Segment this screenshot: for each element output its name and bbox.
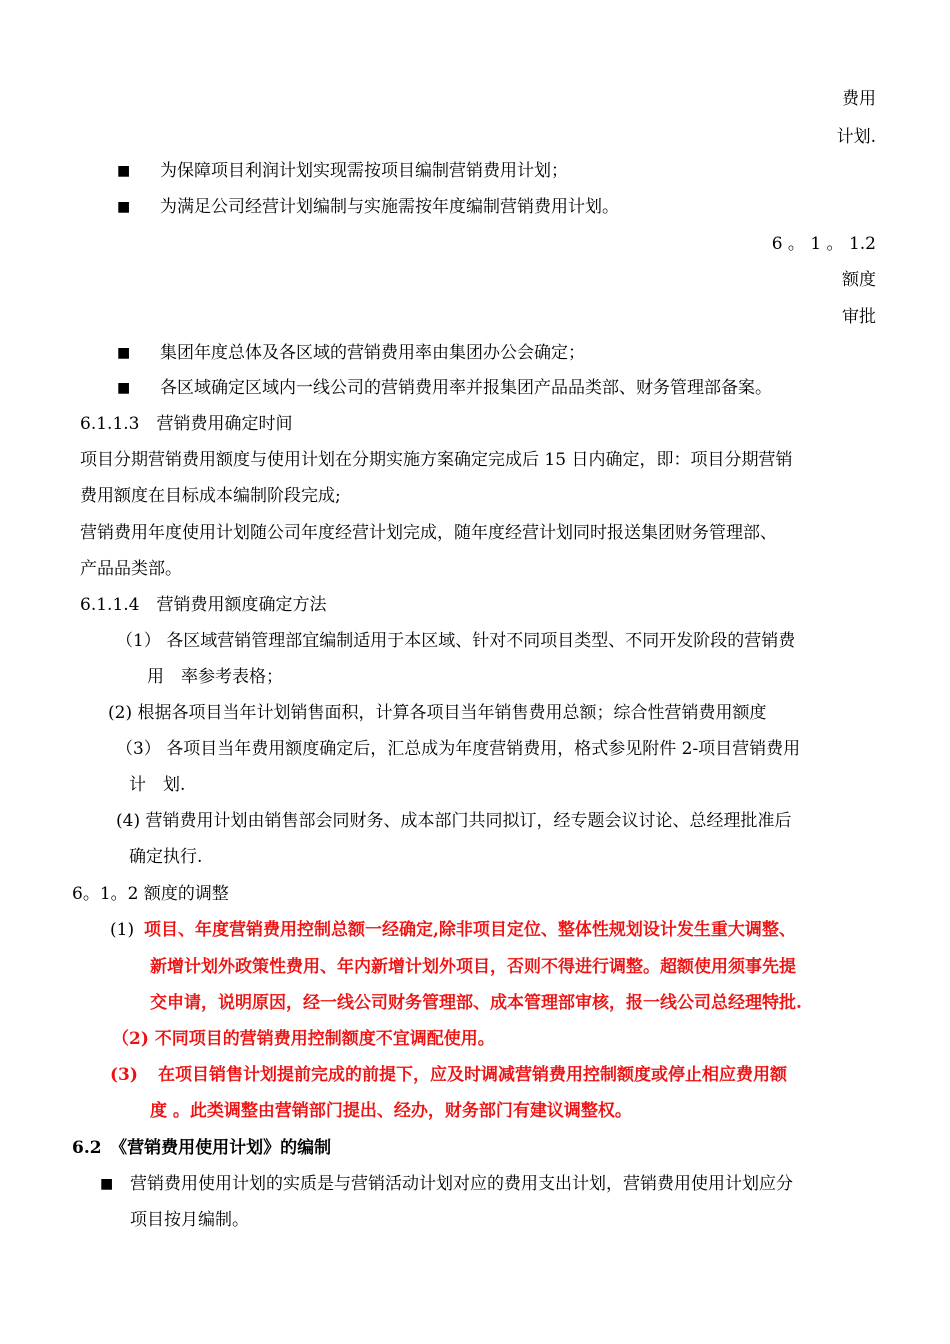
bullet-text: 项目按月编制。 [130, 1210, 249, 1230]
section-title: 额度 [842, 270, 876, 290]
paragraph-line: 项目分期营销费用额度与使用计划在分期实施方案确定完成后 15 日内确定，即：项目分期营销 [80, 450, 793, 470]
bullet-text: 为保障项目利润计划实现需按项目编制营销费用计划； [160, 161, 568, 181]
list-item-line: 确定执行. [129, 847, 203, 867]
bullet-text: 各区域确定区域内一线公司的营销费用率并报集团产品品类部、财务管理部备案。 [160, 378, 772, 398]
list-item-line: (4) 营销费用计划由销售部会同财务、成本部门共同拟订，经专题会议讨论、总经理批准后 [116, 811, 792, 831]
red-rule-line: 度 。此类调整由营销部门提出、经办，财务部门有建议调整权。 [150, 1101, 632, 1121]
fragment-text: 费用 [842, 89, 876, 109]
section-heading: 6.1.1.4 营销费用额度确定方法 [80, 595, 327, 615]
paragraph-line: 费用额度在目标成本编制阶段完成; [80, 486, 341, 506]
red-rule-line: 新增计划外政策性费用、年内新增计划外项目，否则不得进行调整。超额使用须事先提 [150, 957, 796, 977]
list-item-line: 计 划. [129, 775, 186, 795]
list-item-line: (2) 根据各项目当年计划销售面积，计算各项目当年销售费用总额；综合性营销费用额度 [108, 703, 767, 723]
section-heading: 6。1。2 额度的调整 [72, 884, 229, 904]
bullet-square-icon: ■ [117, 199, 131, 215]
red-rule-line: 在项目销售计划提前完成的前提下，应及时调减营销费用控制额度或停止相应费用额 [158, 1065, 787, 1085]
section-heading-bold: 6.2 《营销费用使用计划》的编制 [72, 1138, 332, 1158]
list-item-number: (1) [110, 920, 135, 940]
bullet-text: 营销费用使用计划的实质是与营销活动计划对应的费用支出计划，营销费用使用计划应分 [130, 1174, 793, 1194]
red-rule-line: （2) 不同项目的营销费用控制额度不宜调配使用。 [112, 1029, 495, 1049]
paragraph-line: 产品品类部。 [80, 559, 182, 579]
bullet-text: 为满足公司经营计划编制与实施需按年度编制营销费用计划。 [160, 197, 619, 217]
section-title: 审批 [842, 307, 876, 327]
section-heading: 6.1.1.3 营销费用确定时间 [80, 414, 293, 434]
list-item-number: (3) [110, 1065, 138, 1085]
red-rule-line: 交申请，说明原因，经一线公司财务管理部、成本管理部审核，报一线公司总经理特批. [150, 993, 802, 1013]
red-rule-line: 项目、年度营销费用控制总额一经确定,除非项目定位、整体性规划设计发生重大调整、 [144, 920, 796, 940]
bullet-square-icon: ■ [117, 163, 131, 179]
bullet-square-icon: ■ [100, 1176, 114, 1192]
bullet-square-icon: ■ [117, 380, 131, 396]
paragraph-line: 营销费用年度使用计划随公司年度经营计划完成，随年度经营计划同时报送集团财务管理部、 [80, 523, 777, 543]
list-item-line: （3） 各项目当年费用额度确定后，汇总成为年度营销费用，格式参见附件 2-项目营销费用 [116, 739, 801, 759]
list-item-line: （1） 各区域营销管理部宜编制适用于本区域、针对不同项目类型、不同开发阶段的营销费 [116, 631, 796, 651]
bullet-square-icon: ■ [117, 345, 131, 361]
fragment-text: 计划. [836, 127, 876, 147]
list-item-line: 用 率参考表格； [147, 667, 283, 687]
bullet-text: 集团年度总体及各区域的营销费用率由集团办公会确定； [160, 343, 585, 363]
section-number: 6 。 1 。 1.2 [771, 234, 876, 254]
